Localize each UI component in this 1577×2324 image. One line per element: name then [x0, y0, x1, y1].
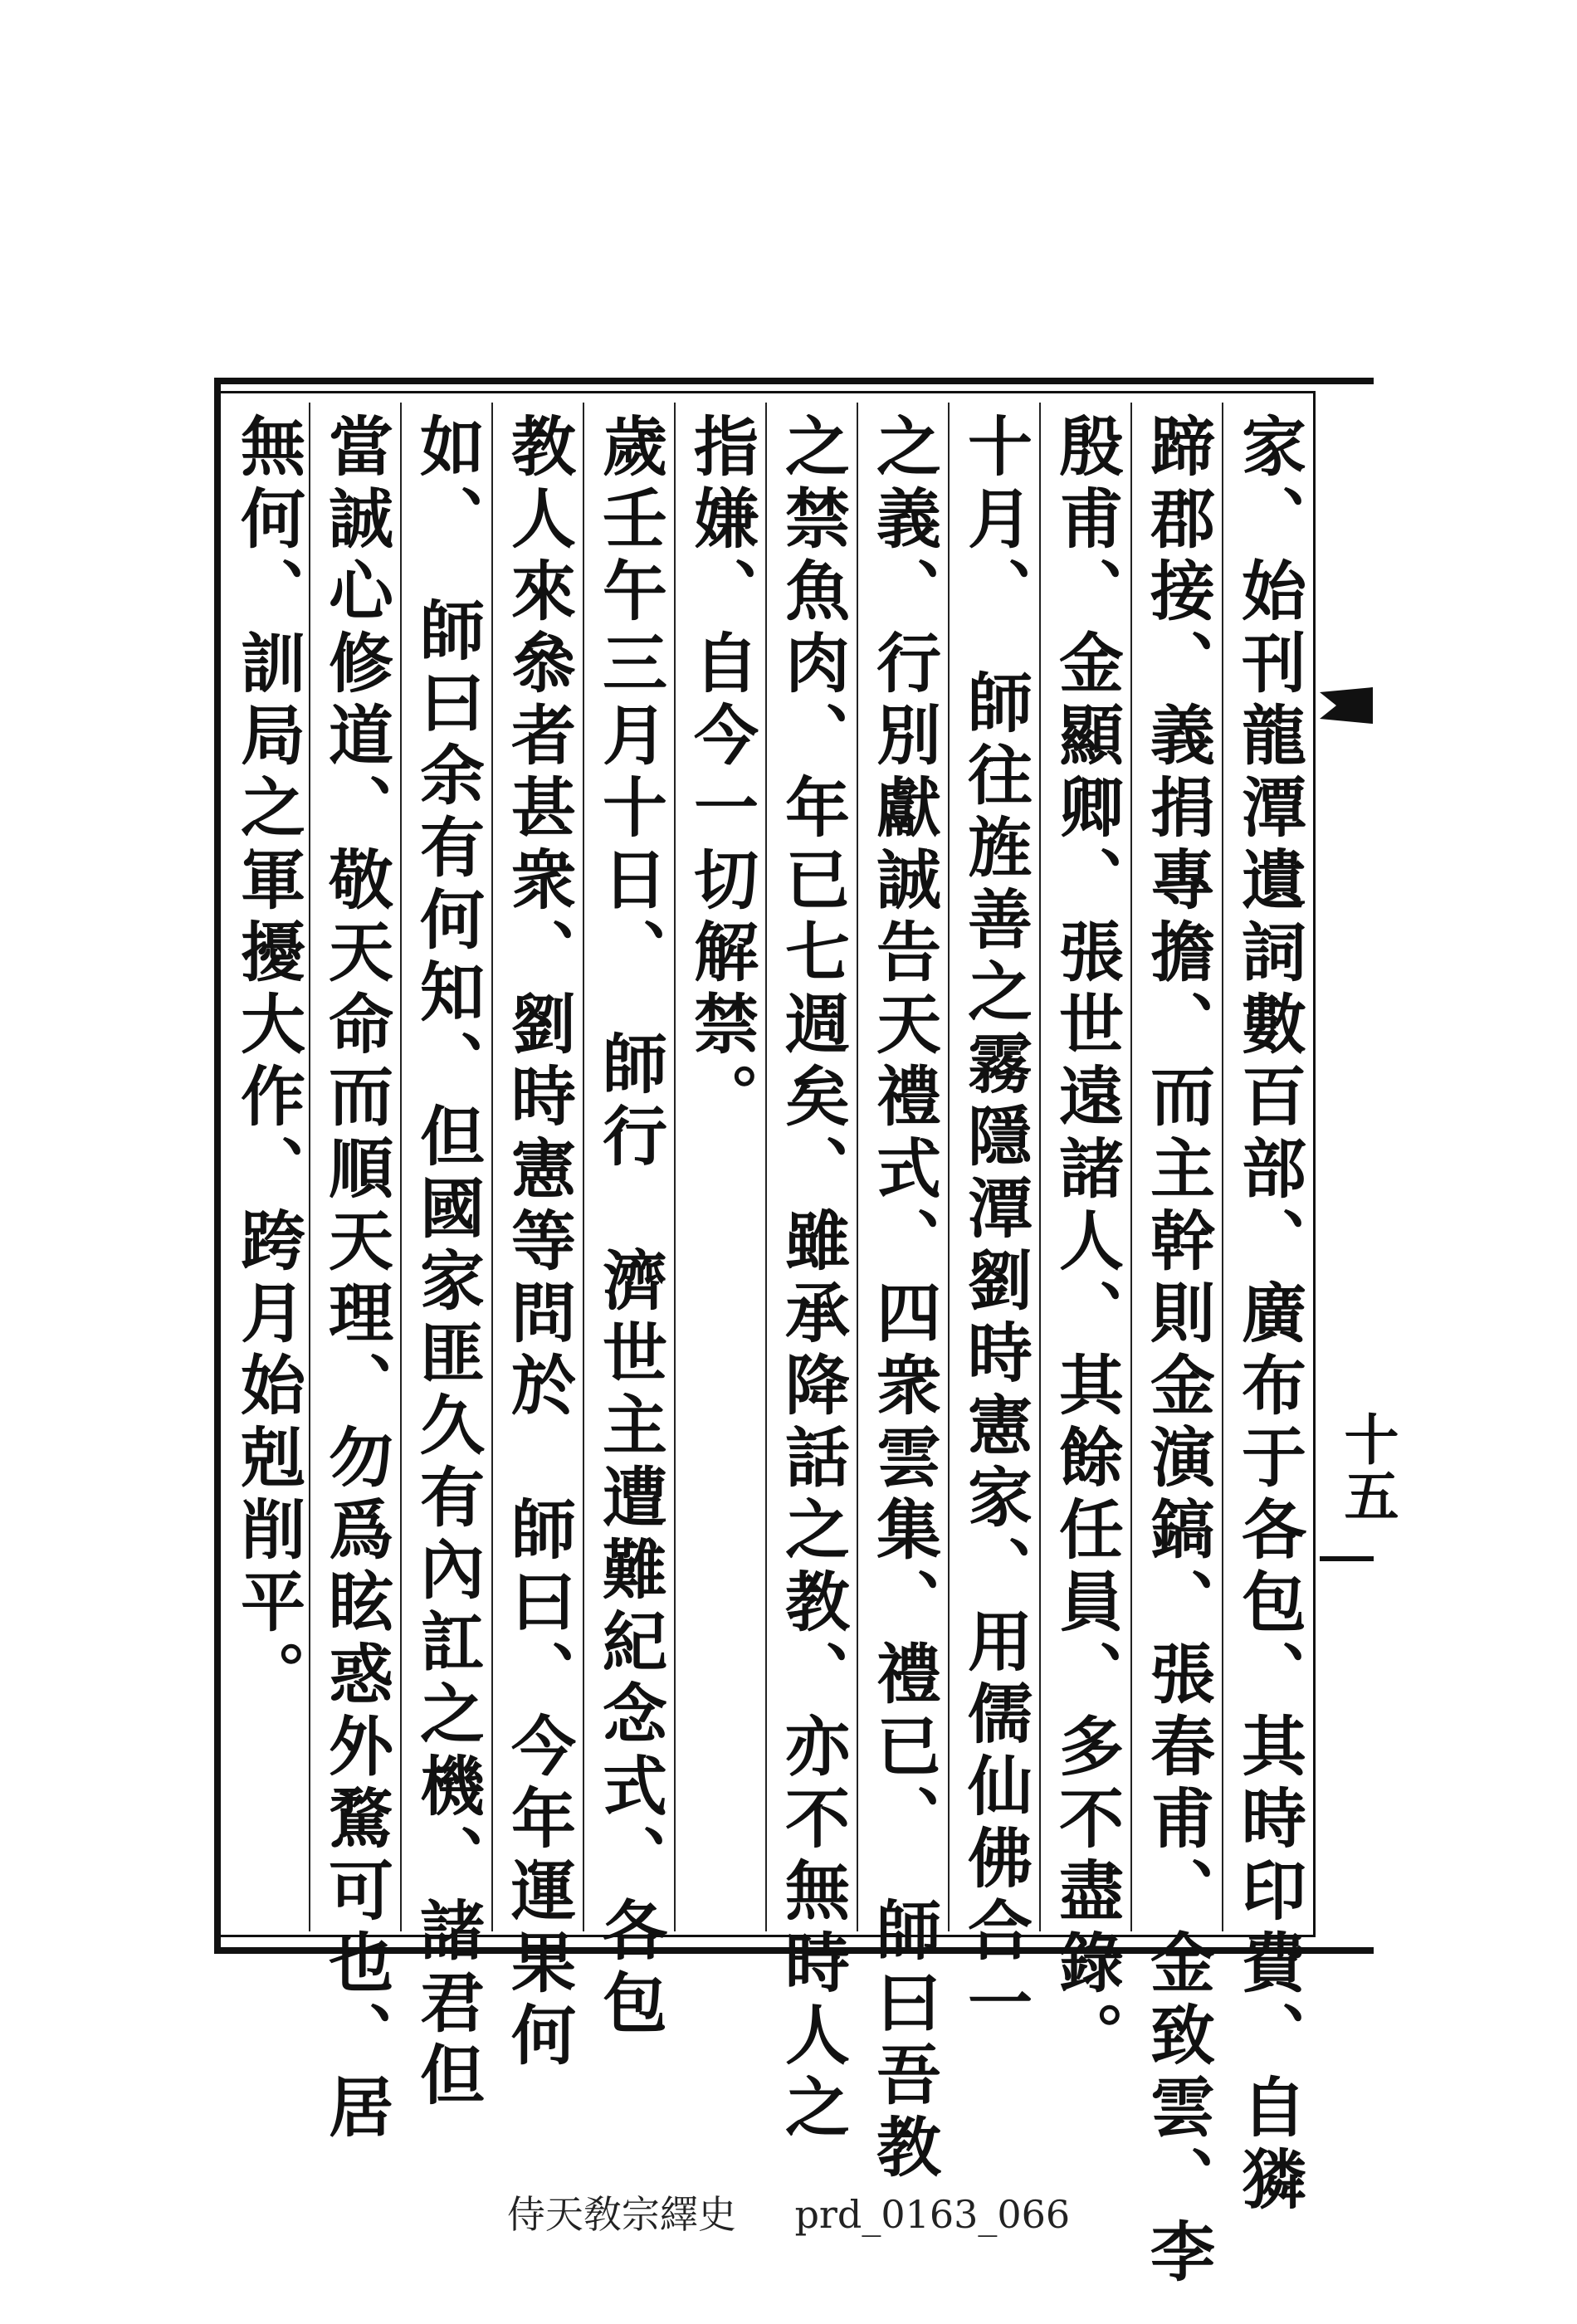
footer-title: 侍天敎宗繹史 — [506, 2192, 736, 2237]
text-column-10 — [400, 403, 491, 2113]
text-column-5 — [857, 403, 948, 2185]
text-column-3 — [1039, 403, 1130, 2073]
frame-top-inner-rule — [217, 391, 1313, 393]
text-column-2 — [1130, 403, 1222, 2290]
page-number: 十五 — [1335, 1411, 1399, 1524]
column-text: 之義、行別獻誠告天禮式、四衆雲集、禮已、 師曰吾教 — [866, 413, 941, 2185]
fishtail-mark-icon — [1320, 687, 1373, 724]
column-text: 指嫌、自今一切解禁。 — [683, 413, 759, 1135]
text-column-9 — [491, 403, 583, 2073]
column-text: 無何、訓局之軍擾大作、跨月始剋削平。 — [230, 413, 305, 1712]
text-column-12 — [221, 403, 312, 1931]
column-text: 教人來叅者甚衆、劉時憲等問於 師曰、今年運果何 — [500, 413, 576, 2073]
text-column-1 — [1222, 403, 1313, 2218]
frame-right-rule — [1313, 391, 1316, 1937]
column-text: 歲壬午三月十日、 師行 濟世主遭難紀念式、各包 — [592, 413, 667, 2041]
column-text: 之禁魚肉、年已七週矣、雖承降話之教、亦不無時人之 — [774, 413, 850, 2146]
text-column-11 — [309, 403, 400, 2146]
text-column-6 — [765, 403, 857, 2146]
text-column-4 — [948, 403, 1039, 2041]
text-column-7 — [674, 403, 765, 1931]
column-text: 如、 師曰余有何知、但國家匪久有內訌之機、諸君但 — [409, 413, 485, 2113]
column-text: 十月、 師往旌善之霧隱潭劉時憲家、用儒仙佛合一 — [957, 413, 1033, 2041]
footer — [0, 2185, 1577, 2239]
column-text: 蹄郡接、義捐專擔、而主幹則金演鎬、張春甫、金致雲、李 — [1140, 413, 1215, 2290]
page-number-rule — [1320, 1556, 1374, 1561]
text-column-8 — [583, 403, 674, 2041]
column-text: 家、始刊龍潭遺詞數百部、廣布于各包、其時印費、自獜 — [1231, 413, 1306, 2218]
column-text: 殷甫、金顯卿、張世遠諸人、其餘任員、多不盡錄。 — [1048, 413, 1124, 2073]
column-text: 當誠心修道、敬天命而順天理、勿爲眩惑外騖可也、居 — [318, 413, 393, 2146]
footer-code: prd_0163_066 — [794, 2192, 1071, 2237]
frame-top-rule — [217, 378, 1374, 384]
frame-left-rule — [214, 378, 221, 1954]
